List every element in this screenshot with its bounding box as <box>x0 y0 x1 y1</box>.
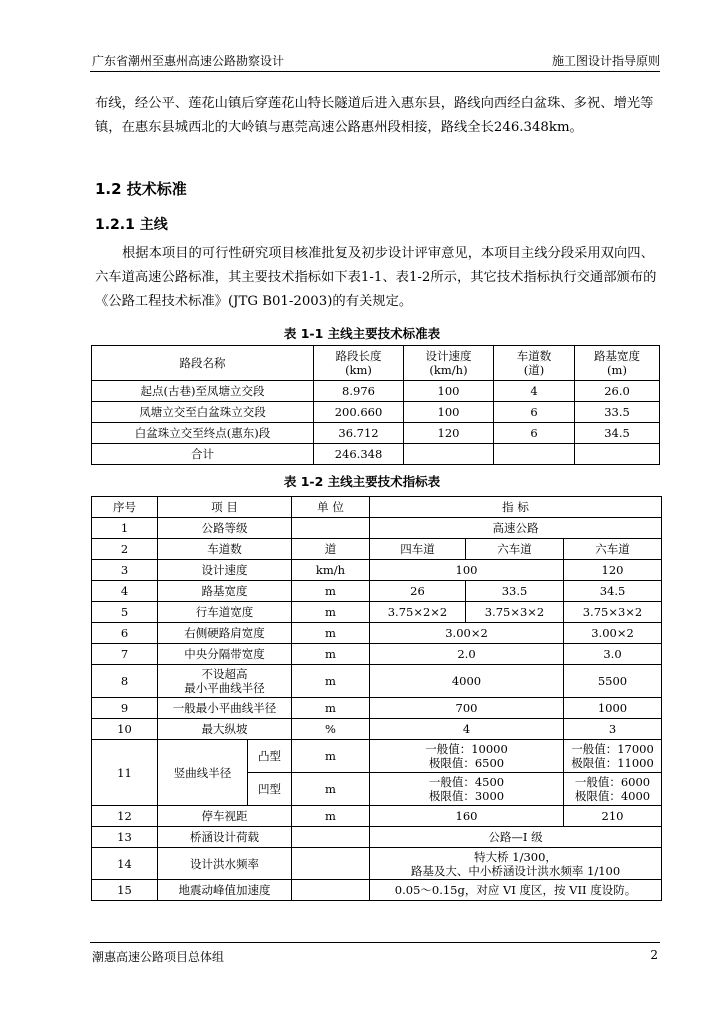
table-cell: 4 <box>92 581 158 602</box>
table-cell: 中央分隔带宽度 <box>158 644 292 665</box>
table-cell: 7 <box>92 644 158 665</box>
table-row <box>92 602 662 623</box>
table-row <box>92 827 662 848</box>
table2 <box>91 496 662 901</box>
table-cell: 26 <box>370 581 466 602</box>
table-cell: 行车道宽度 <box>158 602 292 623</box>
header-right: 施工图设计指导原则 <box>551 54 660 68</box>
table-cell: m <box>292 602 370 623</box>
table-cell: 起点(古巷)至凤塘立交段 <box>92 381 314 402</box>
table-cell: 100 <box>404 381 494 402</box>
table-cell: 26.0 <box>575 381 660 402</box>
table-cell: 6 <box>494 423 575 444</box>
table-cell: 凤塘立交至白盆珠立交段 <box>92 402 314 423</box>
table-cell: 一般值：4500 极限值：3000 <box>370 773 564 806</box>
table2-caption: 表 1-2 主线主要技术指标表 <box>283 474 441 489</box>
table-cell: 不设超高 最小平曲线半径 <box>158 665 292 698</box>
heading-1-2-1: 1.2.1 主线 <box>95 217 168 233</box>
table1-header-cell: 路基宽度 (m) <box>575 346 660 381</box>
paragraph-standards: 根据本项目的可行性研究项目核准批复及初步设计评审意见，本项目主线分段采用双向四、六车道高速公路标准，其主要技术指标如下表1-1、表1-2所示，其它技术指标执行交通部颁布的《公路工程技术标准》(JTG B01-2003)的有关规定。 <box>95 246 657 309</box>
table-cell <box>494 444 575 465</box>
table1 <box>91 345 660 465</box>
table-cell: 120 <box>404 423 494 444</box>
table-cell: 3.75×2×2 <box>370 602 466 623</box>
table-cell: 竖曲线半径 <box>158 740 248 806</box>
table-row <box>92 719 662 740</box>
table-cell: 3 <box>92 560 158 581</box>
table-cell: 右侧硬路肩宽度 <box>158 623 292 644</box>
table-cell: 车道数 <box>158 539 292 560</box>
table-cell: 36.712 <box>314 423 404 444</box>
table-cell: % <box>292 719 370 740</box>
table-cell: 停车视距 <box>158 806 292 827</box>
table1-header-cell: 设计速度 (km/h) <box>404 346 494 381</box>
table1-header-cell: 车道数 (道) <box>494 346 575 381</box>
table2-header-cell: 指 标 <box>370 497 662 518</box>
header-rule <box>90 71 660 72</box>
table-cell: 一般最小平曲线半径 <box>158 698 292 719</box>
table-cell: 路基宽度 <box>158 581 292 602</box>
table-cell: 33.5 <box>575 402 660 423</box>
table-row <box>92 581 662 602</box>
table-cell: 13 <box>92 827 158 848</box>
table-cell: 六车道 <box>466 539 564 560</box>
table-cell: 四车道 <box>370 539 466 560</box>
table-cell: 3.75×3×2 <box>466 602 564 623</box>
table-cell <box>292 827 370 848</box>
table-cell: 4 <box>370 719 564 740</box>
table-cell: 5500 <box>564 665 662 698</box>
table-row-total <box>92 444 660 465</box>
table-cell <box>292 518 370 539</box>
table-cell: 120 <box>564 560 662 581</box>
table-cell: 3 <box>564 719 662 740</box>
table-cell: m <box>292 740 370 773</box>
table-cell: 3.0 <box>564 644 662 665</box>
table1-header-cell: 路段长度 (km) <box>314 346 404 381</box>
table-row <box>92 402 660 423</box>
table-cell: 9 <box>92 698 158 719</box>
table-cell: 5 <box>92 602 158 623</box>
table-cell <box>575 444 660 465</box>
table-cell: 公路等级 <box>158 518 292 539</box>
table-cell <box>292 880 370 901</box>
table-cell <box>404 444 494 465</box>
table-row <box>92 518 662 539</box>
table-cell: m <box>292 773 370 806</box>
table-cell: 10 <box>92 719 158 740</box>
table1-caption: 表 1-1 主线主要技术标准表 <box>283 326 441 341</box>
table-cell: 246.348 <box>314 444 404 465</box>
table-cell: 34.5 <box>564 581 662 602</box>
table-cell: 一般值：17000 极限值：11000 <box>564 740 662 773</box>
table-cell: m <box>292 665 370 698</box>
table-cell: 6 <box>494 402 575 423</box>
table-cell: 33.5 <box>466 581 564 602</box>
table-cell: 0.05～0.15g，对应 VI 度区，按 VII 度设防。 <box>370 880 662 901</box>
table-cell: 六车道 <box>564 539 662 560</box>
table-row <box>92 381 660 402</box>
table-row <box>92 539 662 560</box>
table1-header-cell: 路段名称 <box>92 346 314 381</box>
table-cell: 2.0 <box>370 644 564 665</box>
table-cell: 1000 <box>564 698 662 719</box>
paragraph-route: 布线，经公平、莲花山镇后穿莲花山特长隧道后进入惠东县，路线向西经白盆珠、多祝、增光等镇，在惠东县城西北的大岭镇与惠莞高速公路惠州段相接，路线全长246.348km。 <box>95 96 654 135</box>
table-cell: 设计速度 <box>158 560 292 581</box>
table-row <box>92 880 662 901</box>
table-cell: 设计洪水频率 <box>158 848 292 880</box>
table2-header-cell: 项 目 <box>158 497 292 518</box>
table-cell: 100 <box>370 560 564 581</box>
table-cell: 道 <box>292 539 370 560</box>
table-cell <box>292 848 370 880</box>
table-cell: 11 <box>92 740 158 806</box>
table-cell: 14 <box>92 848 158 880</box>
table-cell: 8.976 <box>314 381 404 402</box>
table-cell: m <box>292 806 370 827</box>
table-cell: 8 <box>92 665 158 698</box>
table-row <box>92 623 662 644</box>
table-cell: km/h <box>292 560 370 581</box>
table1-header-row <box>92 346 660 381</box>
table-cell: 一般值：10000 极限值：6500 <box>370 740 564 773</box>
table-cell: 凸型 <box>248 740 292 773</box>
table-cell: m <box>292 698 370 719</box>
table-cell: 200.660 <box>314 402 404 423</box>
table-cell: 4000 <box>370 665 564 698</box>
table-row <box>92 806 662 827</box>
table-cell: 4 <box>494 381 575 402</box>
table-cell: 15 <box>92 880 158 901</box>
table-cell: 一般值：6000 极限值：4000 <box>564 773 662 806</box>
table-cell: m <box>292 581 370 602</box>
table-cell: m <box>292 623 370 644</box>
table-cell: 1 <box>92 518 158 539</box>
table-cell: 桥涵设计荷载 <box>158 827 292 848</box>
table-cell: 3.00×2 <box>370 623 564 644</box>
table-cell: 3.75×3×2 <box>564 602 662 623</box>
footer-left: 潮惠高速公路项目总体组 <box>92 950 225 964</box>
table-row <box>92 740 662 773</box>
table-cell: m <box>292 644 370 665</box>
table-cell: 凹型 <box>248 773 292 806</box>
footer-rule <box>90 942 660 943</box>
table-row <box>92 644 662 665</box>
table2-header-row <box>92 497 662 518</box>
table-row <box>92 665 662 698</box>
header-left: 广东省潮州至惠州高速公路勘察设计 <box>92 54 285 68</box>
table-cell: 34.5 <box>575 423 660 444</box>
table-row <box>92 423 660 444</box>
table-cell: 210 <box>564 806 662 827</box>
table-cell: 700 <box>370 698 564 719</box>
table-cell: 12 <box>92 806 158 827</box>
table-cell: 100 <box>404 402 494 423</box>
table-cell: 特大桥 1/300， 路基及大、中小桥涵设计洪水频率 1/100 <box>370 848 662 880</box>
table-row <box>92 560 662 581</box>
table-cell: 白盆珠立交至终点(惠东)段 <box>92 423 314 444</box>
table-cell: 160 <box>370 806 564 827</box>
table-cell: 3.00×2 <box>564 623 662 644</box>
table-cell: 2 <box>92 539 158 560</box>
heading-1-2: 1.2 技术标准 <box>95 180 187 198</box>
table-cell: 6 <box>92 623 158 644</box>
table-cell: 合计 <box>92 444 314 465</box>
table-cell: 高速公路 <box>370 518 662 539</box>
table-row <box>92 698 662 719</box>
table-cell: 最大纵坡 <box>158 719 292 740</box>
table-cell: 地震动峰值加速度 <box>158 880 292 901</box>
table-row <box>92 848 662 880</box>
table2-header-cell: 序号 <box>92 497 158 518</box>
table2-header-cell: 单 位 <box>292 497 370 518</box>
page-number: 2 <box>650 948 658 962</box>
table-cell: 公路—I 级 <box>370 827 662 848</box>
